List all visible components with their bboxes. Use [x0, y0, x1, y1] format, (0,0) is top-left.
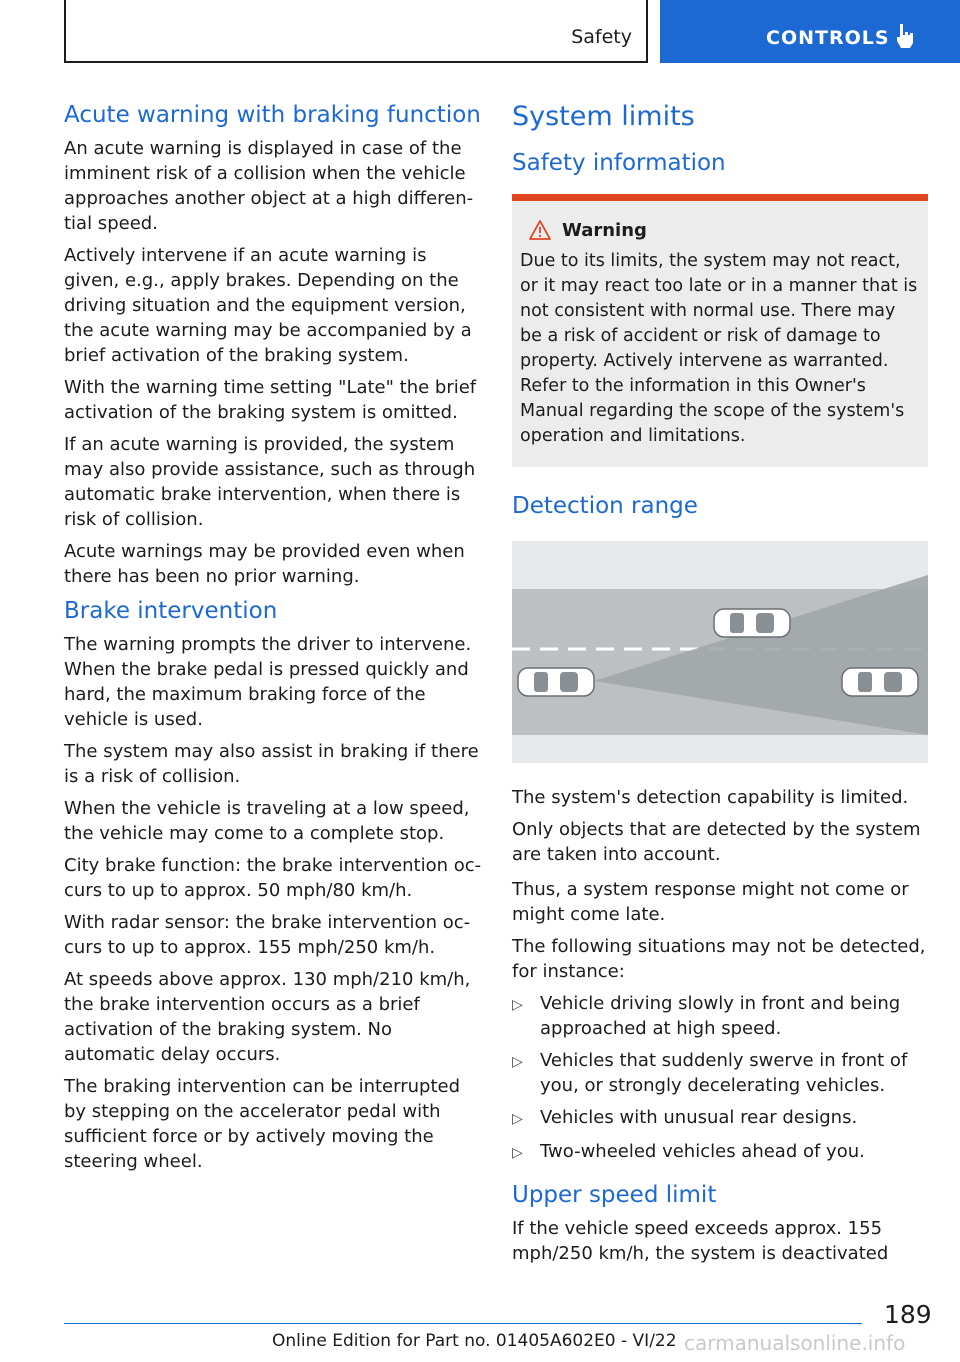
paragraph: When the vehicle is traveling at a low speed, the vehicle may come to a complete stop. [64, 798, 470, 844]
paragraph: With radar sensor: the brake intervention occurs to up to approx. 155 mph/250 km/h. [64, 912, 471, 958]
bullet-list [512, 991, 928, 1166]
list-item: ▷ Two-wheeled vehicles ahead of you. [512, 1139, 928, 1166]
paragraph: The system may also assist in braking if there is a risk of collision. [64, 741, 479, 787]
paragraph: The following situations may not be detected, for instance: [512, 936, 926, 982]
car-ahead-icon [842, 668, 918, 696]
paragraph: The warning prompts the driver to intervene. When the brake pedal is pressed quickly and hard, the maximum braking force of the vehicle is used. [64, 634, 472, 730]
chapter-tab [660, 0, 960, 63]
warning-box [512, 194, 928, 467]
triangle-bullet-icon: ▷ [512, 1054, 523, 1070]
footer-edition: Online Edition for Part no. 01405A602E0 - VI/22 [272, 1331, 677, 1351]
list-item: ▷ Vehicle driving slowly in front and being approached at high speed. [512, 993, 901, 1039]
warning-text: Due to its limits, the system may not react, or it may react too late or in a manner that is not consistent with normal use. There may be a risk of accident or risk of damage to property. Actively intervene as warranted. Refer to the information in this Owner's Manual regarding the scope of the system's operation and limitations. [520, 251, 918, 446]
right-column [512, 100, 928, 1273]
paragraph: If an acute warning is provided, the system may also provide assistance, such as through automatic brake intervention, when there is risk of collision. [64, 434, 476, 530]
paragraph: An acute warning is displayed in case of the imminent risk of a collision when the vehicle approaches another object at a high differential speed. [64, 138, 474, 234]
detection-range-illustration [512, 541, 928, 763]
heading-system-limits: System limits [512, 101, 695, 132]
triangle-bullet-icon: ▷ [512, 997, 523, 1013]
warning-title: Warning [562, 219, 647, 241]
watermark-text: carmanualsonline.info [684, 1331, 906, 1355]
heading-safety-information: Safety information [512, 150, 726, 176]
left-column [64, 100, 482, 1181]
paragraph: City brake function: the brake intervention occurs to up to approx. 50 mph/80 km/h. [64, 855, 482, 901]
paragraph: At speeds above approx. 130 mph/210 km/h, the brake intervention occurs as a brief activation of the braking system. No automatic delay occurs. [64, 969, 471, 1065]
warning-triangle-icon [528, 219, 552, 241]
pointing-hand-icon [894, 22, 916, 50]
car-left-icon [518, 668, 594, 696]
paragraph: Acute warnings may be provided even when there has been no prior warning. [64, 541, 465, 587]
page-number: 189 [884, 1300, 932, 1329]
header-section-box [64, 0, 648, 63]
paragraph: With the warning time setting "Late" the brief activation of the braking system is omitted. [64, 377, 477, 423]
paragraph: Actively intervene if an acute warning is given, e.g., apply brakes. Depending on the driving situation and the equipment version, the acute warning may be accompanied by a brief activation of the braking system. [64, 245, 472, 366]
heading-acute-warning: Acute warning with braking function [64, 102, 481, 128]
list-item: ▷ Vehicles that suddenly swerve in front of you, or strongly decelerating vehicles. [512, 1050, 908, 1096]
triangle-bullet-icon: ▷ [512, 1111, 523, 1127]
paragraph: The braking intervention can be interrupted by stepping on the accelerator pedal with sufficient force or by actively moving the steering wheel. [64, 1076, 461, 1172]
paragraph: Thus, a system response might not come or might come late. [512, 879, 909, 925]
chapter-title: CONTROLS [766, 27, 890, 49]
heading-upper-speed-limit: Upper speed limit [512, 1182, 717, 1208]
paragraph: The system's detection capability is limited. [512, 787, 909, 808]
paragraph: If the vehicle speed exceeds approx. 155 mph/250 km/h, the system is deactivated [512, 1218, 889, 1264]
list-item: ▷ Vehicles with unusual rear designs. [512, 1105, 928, 1132]
paragraph: Only objects that are detected by the system are taken into account. [512, 819, 921, 865]
triangle-bullet-icon: ▷ [512, 1145, 523, 1161]
heading-brake-intervention: Brake intervention [64, 598, 278, 624]
section-title: Safety [571, 26, 632, 48]
car-ahead-left-lane-icon [714, 609, 790, 637]
heading-detection-range: Detection range [512, 493, 698, 519]
footer-rule [64, 1323, 862, 1324]
